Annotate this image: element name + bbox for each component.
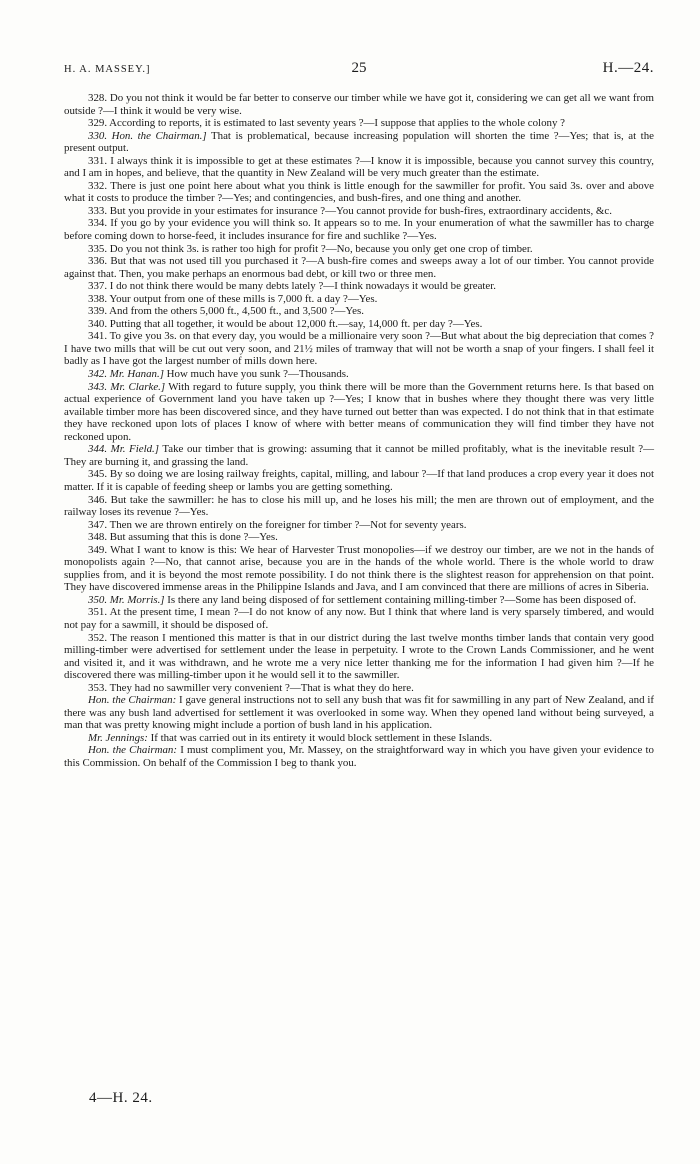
paragraph-text: Is there any land being disposed of for settlement containing milling-timber ?—Some has been disposed of. xyxy=(164,593,637,606)
paragraph-text: How much have you sunk ?—Thousands. xyxy=(163,368,349,381)
evidence-paragraph xyxy=(64,293,654,306)
evidence-paragraph xyxy=(64,92,654,117)
evidence-paragraph xyxy=(64,531,654,544)
evidence-paragraph xyxy=(64,519,654,532)
paragraph-text: 338. Your output from one of these mills is 7,000 ft. a day ?—Yes. xyxy=(88,292,378,305)
document-reference: H.—24. xyxy=(602,60,654,76)
paragraph-text: 349. What I want to know is this: We hear of Harvester Trust monopolies—if we destroy our timber, are we not in the hands of monopolists again ?—No, that cannot arise, because you are in the hands of the whole world. There is the whole world to draw supplies from, and it is beyond the most remote possibility. I do not think there is the slightest reason for apprehension on that point. They have discovered immense areas in the Philippine Islands and Java, and I am convinced that there are millions of acres in Siberia. xyxy=(64,543,654,594)
evidence-paragraph xyxy=(64,318,654,331)
evidence-paragraph xyxy=(64,368,654,381)
evidence-paragraph xyxy=(64,682,654,695)
speaker-label: Hon. the Chairman: xyxy=(88,694,177,707)
evidence-paragraph xyxy=(64,155,654,180)
paragraph-text: I must compliment you, Mr. Massey, on the straightforward way in which you have given your evidence to this Commission. On behalf of the Commission I beg to thank you. xyxy=(64,744,655,769)
paragraph-text: Take our timber that is growing: assuming that it cannot be milled profitably, what is the inevitable result ?—They are burning it, and grassing the land. xyxy=(64,443,654,468)
paragraph-text: 351. At the present time, I mean ?—I do not know of any now. But I think that where land is very sparsely timbered, and would not pay for a sawmill, it should be disposed of. xyxy=(64,606,654,631)
paragraph-text: 336. But that was not used till you purchased it ?—A bush-fire comes and sweeps away a lot of our timber. You cannot provide against that. Then, you make perhaps an enormous bad debt, or kill two or three men. xyxy=(64,255,654,280)
paragraph-text: 347. Then we are thrown entirely on the foreigner for timber ?—Not for seventy years. xyxy=(88,518,467,531)
paragraph-text: 331. I always think it is impossible to get at these estimates ?—I know it is impossible, because you cannot survey this country, and I am in hopes, and believe, that the quantity in New Zealand will be very much greater than the estimate. xyxy=(64,154,654,180)
evidence-body xyxy=(64,92,654,770)
paragraph-text: 339. And from the others 5,000 ft., 4,500 ft., and 3,500 ?—Yes. xyxy=(88,305,364,318)
signature-mark: 4—H. 24. xyxy=(89,1090,153,1106)
paragraph-text: 334. If you go by your evidence you will think so. It appears so to me. In your enumeration of what the sawmiller has to charge before coming down to horse-feed, it includes insurance for fire and suchlike ?—Yes. xyxy=(64,217,654,243)
evidence-paragraph xyxy=(64,330,654,368)
evidence-paragraph xyxy=(64,468,654,493)
paragraph-text: If that was carried out in its entirety it would block settlement in these Islands. xyxy=(147,731,493,744)
speaker-label: 342. Mr. Hanan.] xyxy=(88,368,164,381)
paragraph-text: 332. There is just one point here about what you think is little enough for the sawmiller for profit. You said 3s. over and above what it costs to produce the timber ?—Yes; and contingencies, and bush-fires, and one thing and another. xyxy=(64,179,654,205)
evidence-paragraph xyxy=(64,205,654,218)
evidence-paragraph xyxy=(64,744,654,769)
paragraph-text: 352. The reason I mentioned this matter is that in our district during the last twelve months timber lands that contain very good milling-timber were advertised for settlement under the lease in perpetuity. I wrote to the Crown Lands Commissioner, and he went and visited it, and it was withdrawn, and he wrote me a very nice letter thanking me for the information I had given him ?—If he discovered there was milling-timber upon it he would sell it to the sawmiller. xyxy=(64,631,654,682)
evidence-paragraph xyxy=(64,255,654,280)
evidence-paragraph xyxy=(64,594,654,607)
evidence-paragraph xyxy=(64,381,654,444)
speaker-label: 344. Mr. Field.] xyxy=(88,443,159,456)
evidence-paragraph xyxy=(64,544,654,594)
paragraph-text: 335. Do you not think 3s. is rather too high for profit ?—No, because you only get one crop of timber. xyxy=(88,242,533,255)
paragraph-text: 341. To give you 3s. on that every day, you would be a millionaire very soon ?—But what about the big depreciation that comes ? I have two mills that will be cut out very soon, and 21½ miles of tramway that will not be worth a snap of your fingers. I shall feel it badly as I have got the largest number of mills down here. xyxy=(64,330,654,368)
speaker-label: 330. Hon. the Chairman.] xyxy=(88,129,207,142)
evidence-paragraph xyxy=(64,130,654,155)
paragraph-text: That is problematical, because increasing population will shorten the time ?—Yes; that is, at the present output. xyxy=(64,129,654,155)
paragraph-text: 333. But you provide in your estimates for insurance ?—You cannot provide for bush-fires, extraordinary accidents, &c. xyxy=(88,204,612,217)
evidence-paragraph xyxy=(64,443,654,468)
paragraph-text: 348. But assuming that this is done ?—Yes. xyxy=(88,531,278,544)
evidence-paragraph xyxy=(64,180,654,205)
evidence-paragraph xyxy=(64,494,654,519)
paragraph-text: 328. Do you not think it would be far better to conserve our timber while we have got it, considering we can get all we want from outside ?—I think it would be very wise. xyxy=(64,92,654,117)
evidence-paragraph xyxy=(64,632,654,682)
paragraph-text: 353. They had no sawmiller very convenient ?—That is what they do here. xyxy=(88,681,414,694)
paragraph-text: 337. I do not think there would be many debts lately ?—I think nowadays it would be greater. xyxy=(88,280,497,293)
evidence-paragraph xyxy=(64,305,654,318)
paragraph-text: 345. By so doing we are losing railway freights, capital, milling, and labour ?—If that land produces a crop every year it does not matter. If it is capable of feeding sheep or lambs you are getting something. xyxy=(64,468,654,493)
evidence-paragraph xyxy=(64,243,654,256)
speaker-label: 350. Mr. Morris.] xyxy=(88,593,165,606)
paragraph-text: With regard to future supply, you think there will be more than the Government returns here. Is that based on actual experience of Government land you have taken up ?—Yes; I know that in bushes where they thought there was very little available timber more has been discovered since, and they have turned out better than was expected. I do not think that in that estimate they have reckoned upon lots of places I know of where with better means of communication they will find timber they have not reckoned upon. xyxy=(64,380,654,443)
header-witness-name: H. A. MASSEY.] xyxy=(64,64,151,75)
page-number: 25 xyxy=(351,60,367,76)
evidence-paragraph xyxy=(64,606,654,631)
paragraph-text: 329. According to reports, it is estimated to last seventy years ?—I suppose that applies to the whole colony ? xyxy=(88,117,565,130)
evidence-paragraph xyxy=(64,117,654,130)
speaker-label: 343. Mr. Clarke.] xyxy=(88,380,166,393)
evidence-paragraph xyxy=(64,732,654,745)
speaker-label: Hon. the Chairman: xyxy=(88,744,177,757)
paragraph-text: 346. But take the sawmiller: he has to close his mill up, and he loses his mill; the men are thrown out of employment, and the railway loses its revenue ?—Yes. xyxy=(64,493,654,519)
evidence-paragraph xyxy=(64,280,654,293)
evidence-paragraph xyxy=(64,217,654,242)
paragraph-text: I gave general instructions not to sell any bush that was fit for sawmilling in any part of New Zealand, and if there was any bush land advertised for settlement it was overlooked in some way. When they opened land without being surveyed, a man that was pretty knowing might include a portion of bush land in his application. xyxy=(64,694,654,732)
evidence-paragraph xyxy=(64,694,654,732)
paragraph-text: 340. Putting that all together, it would be about 12,000 ft.—say, 14,000 ft. per day ?—Yes. xyxy=(88,317,483,330)
speaker-label: Mr. Jennings: xyxy=(88,731,148,744)
page-header xyxy=(64,60,654,82)
